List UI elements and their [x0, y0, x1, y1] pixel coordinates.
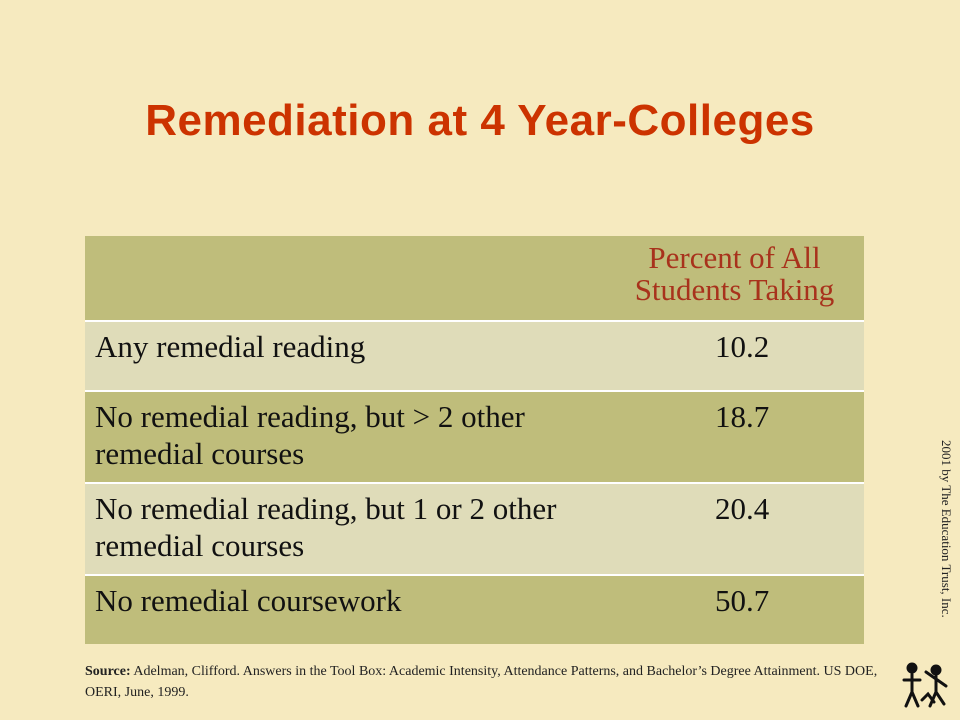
- source-citation: [85, 661, 885, 703]
- table-header-row: [85, 236, 864, 321]
- row-label: No remedial reading, but 1 or 2 other remedial courses: [85, 483, 605, 575]
- row-value: 20.4: [605, 483, 864, 575]
- table-row: [85, 391, 864, 483]
- education-trust-logo-icon: [898, 658, 954, 714]
- page-title: Remediation at 4 Year-Colleges: [145, 96, 815, 145]
- source-text: Adelman, Clifford. Answers in the Tool Box: Academic Intensity, Attendance Patterns, and Bachelor’s Degree Attainment. US DOE, OERI, June, 1999.: [85, 664, 878, 700]
- table-header-blank: [85, 236, 605, 321]
- source-prefix: Source:: [85, 664, 131, 679]
- row-value: 10.2: [605, 321, 864, 391]
- row-value: 18.7: [605, 391, 864, 483]
- row-label: Any remedial reading: [85, 321, 605, 391]
- copyright-text: 2001 by The Education Trust, Inc.: [939, 440, 954, 618]
- table-row: [85, 575, 864, 644]
- table-row: [85, 483, 864, 575]
- row-value: 50.7: [605, 575, 864, 644]
- table-header-percent: Percent of All Students Taking: [605, 236, 864, 321]
- table-row: [85, 321, 864, 391]
- row-label: No remedial coursework: [85, 575, 605, 644]
- row-label: No remedial reading, but > 2 other remedial courses: [85, 391, 605, 483]
- remediation-table: [85, 236, 864, 644]
